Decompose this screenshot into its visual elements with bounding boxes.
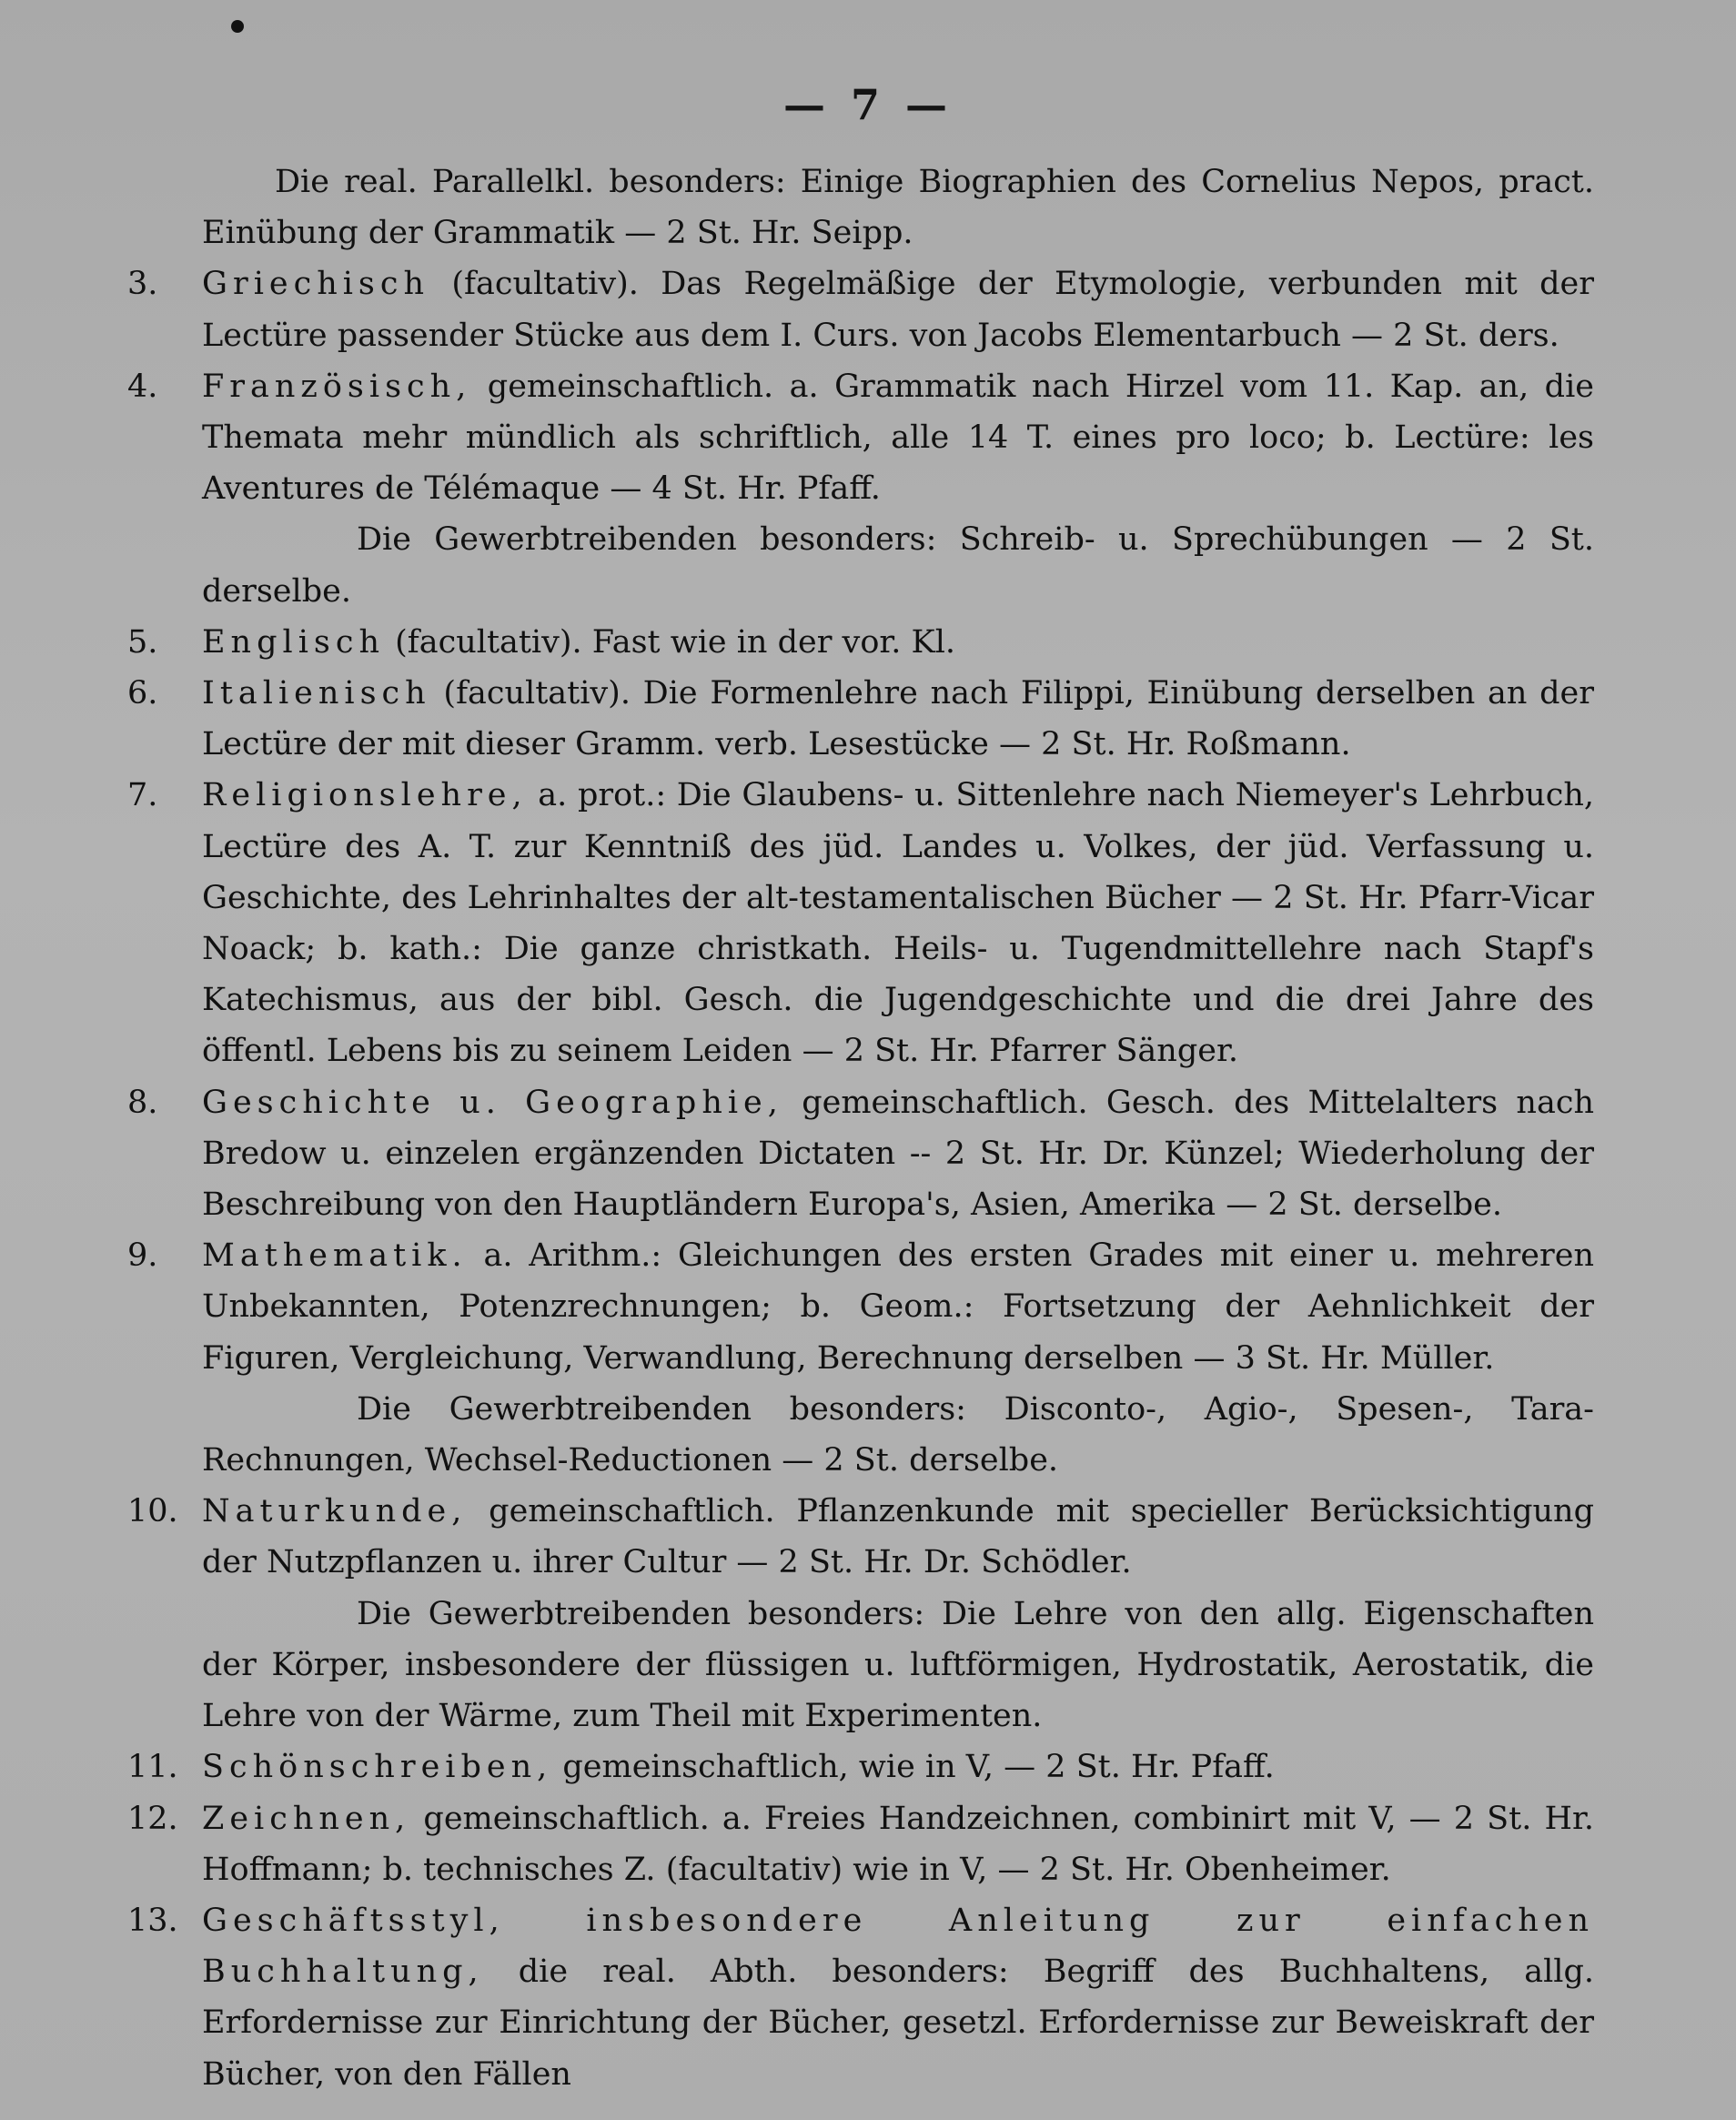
item-text: gemeinschaftlich. Gesch. des Mittelalters nach Bredow u. einzelen ergänzenden Dictaten -- 2 St. Hr. Dr. Künzel; Wiederholung der Beschreibung von den Hauptländern Europa's, Asien, Amerika — 2 St. derselbe. (202, 1084, 1594, 1224)
item-text: gemeinschaftlich. Pflanzenkunde mit specieller Berücksichtigung der Nutzpflanzen u. ihrer Cultur — 2 St. Hr. Dr. Schödler. (202, 1493, 1594, 1581)
page-body (127, 156, 1594, 2100)
continued-paragraph: Die real. Parallelkl. besonders: Einige Biographien des Cornelius Nepos, pract. Einübung der Grammatik — 2 St. Hr. Seipp. (202, 164, 1594, 252)
subject-item (127, 1230, 1594, 1384)
item-number: 12. (127, 1800, 178, 1837)
subject-heading: Geschäftsstyl, insbesondere Anleitung zur einfachen Buchhaltung, (202, 1902, 1594, 1991)
subject-heading: Naturkunde, (202, 1493, 468, 1530)
subject-heading: Geschichte u. Geographie, (202, 1084, 783, 1121)
subject-heading: Französisch, (202, 368, 472, 405)
subject-item (127, 617, 1594, 668)
subject-heading: Mathematik. (202, 1237, 468, 1275)
item-text: gemeinschaftlich. a. Grammatik nach Hirzel vom 11. Kap. an, die Themata mehr mündlich als schriftlich, alle 14 T. eines pro loco; b. Lectüre: les Aventures de Télémaque — 4 St. Hr. Pfaff. (202, 368, 1594, 508)
item-text: a. prot.: Die Glaubens- u. Sittenlehre nach Niemeyer's Lehrbuch, Lectüre des A. T. zur Kenntniß des jüd. Landes u. Volkes, der jüd. Verfassung u. Geschichte, des Lehrinhaltes der alt-testamentalischen Bücher — 2 St. Hr. Pfarr-Vicar Noack; b. kath.: Die ganze christkath. Heils- u. Tugendmittellehre nach Stapf's Katechismus, aus der bibl. Gesch. die Jugendgeschichte und die drei Jahre des öffentl. Lebens bis zu seinem Leiden — 2 St. Hr. Pfarrer Sänger. (202, 777, 1594, 1070)
item-text: (facultativ). Fast wie in der vor. Kl. (385, 623, 956, 661)
subject-item (127, 361, 1594, 515)
subject-heading: Griechisch (202, 266, 430, 303)
page-number: — 7 — (782, 80, 954, 129)
item-text: die real. Abth. besonders: Begriff des Buchhaltens, allg. Erfordernisse zur Einrichtung der Bücher, gesetzl. Erfordernisse zur Beweiskraft der Bücher, von den Fällen (202, 1953, 1594, 2093)
sub-paragraph: Die Gewerbtreibenden besonders: Die Lehre von den allg. Eigenschaften der Körper, insbesondere der flüssigen u. luftförmigen, Hydrostatik, Aerostatik, die Lehre von der Wärme, zum Theil mit Experimenten. (202, 1595, 1594, 1735)
item-text: gemeinschaftlich. a. Freies Handzeichnen, combinirt mit V, — 2 St. Hr. Hoffmann; b. technisches Z. (facultativ) wie in V, — 2 St. Hr. Obenheimer. (202, 1800, 1594, 1888)
ink-speck (231, 20, 244, 33)
item-text: (facultativ). Die Formenlehre nach Filippi, Einübung derselben an der Lectüre der mit dieser Gramm. verb. Lesestücke — 2 St. Hr. Roßmann. (202, 675, 1594, 763)
item-number: 10. (127, 1493, 178, 1530)
subject-item (127, 1895, 1594, 2100)
sub-paragraph: Die Gewerbtreibenden besonders: Schreib- u. Sprechübungen — 2 St. derselbe. (202, 521, 1594, 610)
item-number: 4. (127, 368, 158, 405)
subject-item (127, 668, 1594, 770)
item-number: 11. (127, 1749, 178, 1786)
item-number: 6. (127, 675, 158, 712)
item-text: gemeinschaftlich, wie in V, — 2 St. Hr. Pfaff. (552, 1749, 1275, 1786)
subject-heading: Schönschreiben, (202, 1749, 553, 1786)
subject-item (127, 1077, 1594, 1231)
subject-item (127, 770, 1594, 1076)
item-number: 5. (127, 623, 158, 661)
item-number: 8. (127, 1084, 158, 1121)
item-number: 7. (127, 777, 158, 814)
subject-heading: Zeichnen, (202, 1800, 411, 1837)
subject-heading: Englisch (202, 623, 385, 661)
item-number: 9. (127, 1237, 158, 1275)
item-number: 3. (127, 266, 158, 303)
subject-item (127, 258, 1594, 360)
subject-heading: Religionslehre, (202, 777, 528, 814)
subject-item (127, 1486, 1594, 1588)
sub-paragraph: Die Gewerbtreibenden besonders: Disconto-, Agio-, Spesen-, Tara-Rechnungen, Wechsel-Reductionen — 2 St. derselbe. (202, 1390, 1594, 1479)
subject-item (127, 1793, 1594, 1895)
item-text: (facultativ). Das Regelmäßige der Etymologie, verbunden mit der Lectüre passender Stücke aus dem I. Curs. von Jacobs Elementarbuch — 2 St. ders. (202, 266, 1594, 354)
item-number: 13. (127, 1902, 178, 1939)
item-text: a. Arithm.: Gleichungen des ersten Grades mit einer u. mehreren Unbekannten, Potenzrechnungen; b. Geom.: Fortsetzung der Aehnlichkeit der Figuren, Vergleichung, Verwandlung, Berechnung derselben — 3 St. Hr. Müller. (202, 1237, 1594, 1377)
subject-heading: Italienisch (202, 675, 431, 712)
subject-item (127, 1741, 1594, 1792)
